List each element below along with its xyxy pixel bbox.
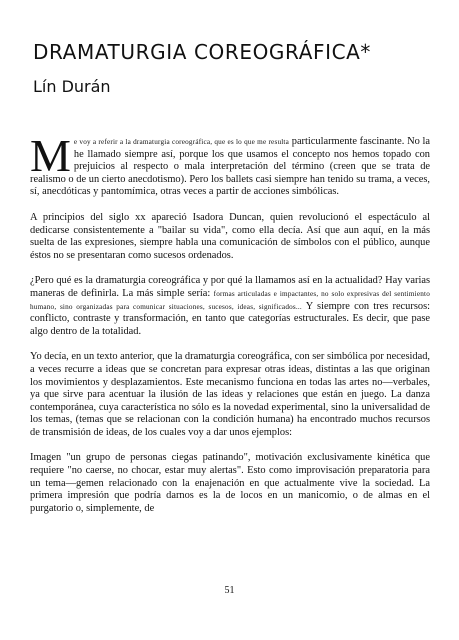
paragraph-3-after: Y siempre con tres recursos: conflicto, contraste y transformación, en tanto que categorías estructurales. Es decir, que pase algo dentro de la totalidad. (30, 300, 430, 337)
paragraph-1-text: particularmente fascinante. No la he llamado siempre así, porque los que usamos el concepto nos hemos topado con prejuicios al respecto o mala interpretación del término (creen que se trata de realismo o de un cierto anecdotismo). Pero los ballets casi siempre han tenido su trama, a veces, sí, anecdóticas y pantomímica, otras veces a partir de acciones simbólicas. (30, 136, 430, 198)
author-name: Lín Durán (33, 77, 111, 96)
paragraph-3-small-caps: formas articuladas e impactantes, no solo expresivas del sentimiento humano, sino organizadas para comunicar situaciones, sucesos, ideas, significados... (30, 289, 430, 311)
paragraph-4: Yo decía, en un texto anterior, que la dramaturgia coreográfica, con ser simbólica por necesidad, a veces recurre a ideas que se concretan para expresar otras ideas, distintas a las que originan los movimientos y desplazamientos. Este mecanismo funciona en todas las artes no—verbales, ya que sirve para acentuar la ilusión de las ideas y relaciones que están en juego. La danza contemporánea, cuya característica no sólo es la novedad experimental, sino la universalidad de los temas, (temas que se relacionan con la condición humana) ha encontrado muchos recursos de transmisión de ideas, de los cuales voy a dar unos ejemplos: (30, 351, 430, 438)
paragraph-2: A principios del siglo xx apareció Isadora Duncan, quien revolucionó el espectáculo al dedicarse consistentemente a "bailar su vida", como ella decía. Así que aun aquí, en la más suelta de las expresiones, siempre habla una comunicación de símbolos con el público, aunque éstos no se presentaran como sucesos ordenados. (30, 211, 430, 261)
paragraph-3 (30, 275, 430, 338)
drop-cap: M (30, 130, 71, 181)
small-caps-lead: e voy a referir a la dramaturgia coreográfica, que es lo que me resulta (73, 138, 290, 146)
paragraph-5: Imagen "un grupo de personas ciegas patinando", motivación exclusivamente kinética que requiere "no caerse, no chocar, estar muy alertas". Esto como improvisación preparatoria para un tema—gemen relacionado con la enajenación en que actualmente vive la sociedad. La primera impresión que podría darnos es la de locos en un manicomio, o de almas en el purgatorio o, simplemente, de (30, 452, 430, 514)
page-number: 51 (224, 585, 235, 596)
paragraph-1 (30, 130, 430, 199)
paragraph-3-before: ¿Pero qué es la dramaturgia coreográfica y por qué la llamamos así en la actualidad? Hay varias maneras de definirla. La más simple sería: (30, 275, 430, 299)
article-title: DRAMATURGIA COREOGRÁFICA* (33, 40, 372, 64)
article-body (30, 130, 430, 528)
